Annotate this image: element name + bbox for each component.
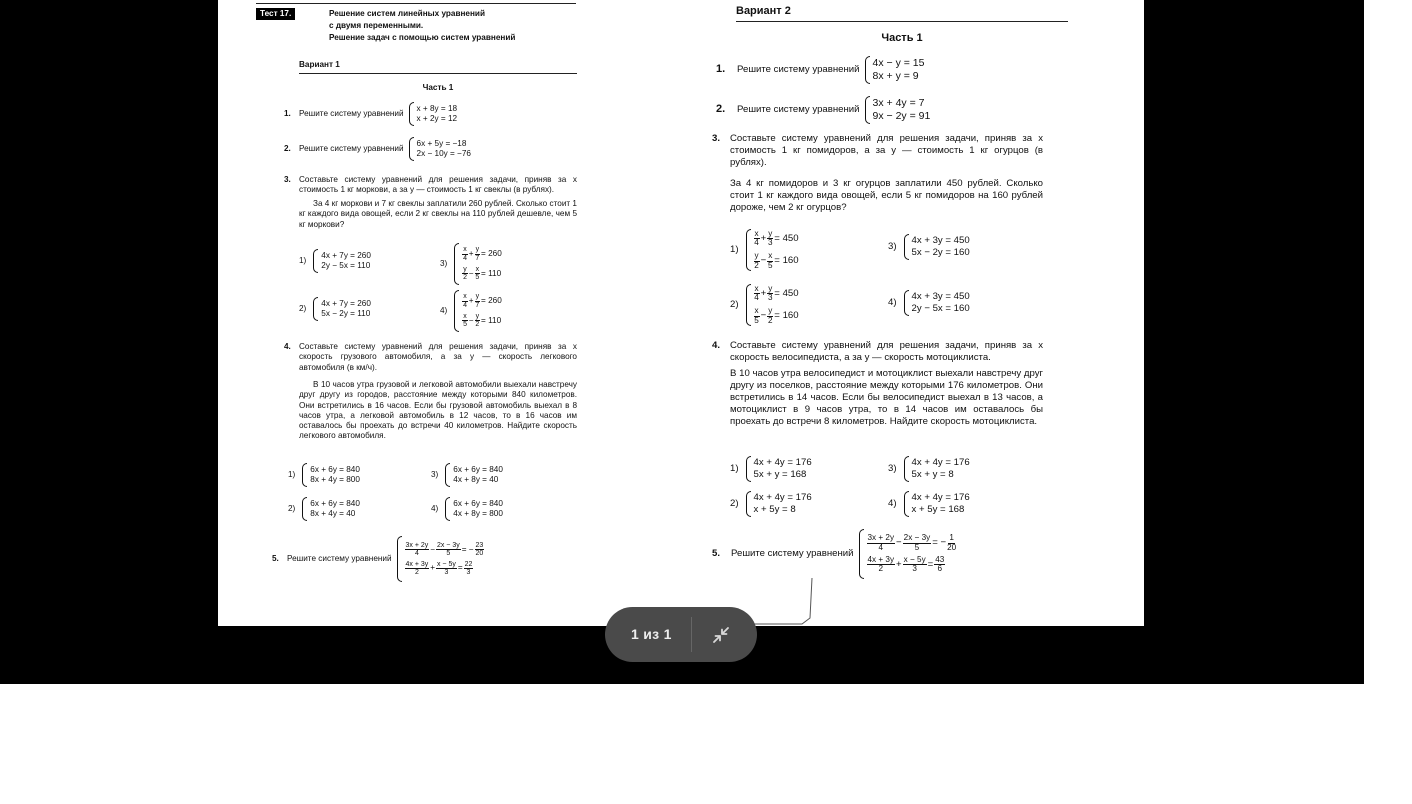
answer-option-1: 1) 4x + 7y = 260 2y − 5x = 110 [299, 249, 371, 273]
answer-option-2: 2) $\frac{x}{4}$ + $\frac{y}{3}$ = 450 $\frac{x}{5}$ − $\frac{y}{2}$ = 160 [730, 283, 799, 325]
answer-option-4: 4) 6x + 6y = 840 4x + 8y = 800 [431, 497, 503, 521]
question-4-intro: Составьте систему уравнений для решения задачи, приняв за x скорость грузового автомобиля, а за y — скорость легкового автомобиля (в км/ч). [299, 342, 577, 372]
test-title-line-3: Решение задач с помощью систем уравнений [329, 33, 516, 42]
part-heading: Часть 1 [881, 32, 923, 44]
question-number: 1. [716, 63, 726, 76]
question-1 [716, 56, 924, 84]
page-indicator: 1 из 1 [631, 626, 672, 642]
answer-option-3: 3) $\frac{x}{4}$ + $\frac{y}{7}$ = 260 $\frac{y}{2}$ − $\frac{x}{5}$ = 110 [440, 243, 502, 285]
question-2 [284, 137, 471, 161]
test-badge: Тест 17. [256, 8, 295, 20]
answer-option-2: 2) 6x + 6y = 840 8x + 4y = 40 [288, 497, 360, 521]
question-text: Решите систему уравнений [737, 104, 860, 115]
question-number: 3. [712, 133, 721, 144]
question-number: 2. [716, 103, 726, 116]
viewer-toolbar [605, 607, 757, 662]
equation-system: x + 8y = 18 x + 2y = 12 [409, 102, 458, 126]
question-text: Решите систему уравнений [737, 64, 860, 75]
answer-option-4: 4) $\frac{x}{4}$ + $\frac{y}{7}$ = 260 $\frac{x}{5}$ − $\frac{y}{2}$ = 110 [440, 290, 502, 332]
answer-option-4: 4) 4x + 4y = 176 x + 5y = 168 [888, 492, 970, 515]
answer-option-1: 1) $\frac{x}{4}$ + $\frac{y}{3}$ = 450 $\frac{y}{2}$ − $\frac{x}{5}$ = 160 [730, 228, 799, 270]
equation-system: 6x + 5y = −18 2x − 10y = −76 [409, 137, 471, 161]
question-number: 3. [284, 175, 291, 184]
question-5 [712, 529, 956, 579]
question-text: Решите систему уравнений [731, 548, 854, 559]
question-1 [284, 102, 457, 126]
equation-system: 3x + 4y = 7 9x − 2y = 91 [865, 96, 931, 124]
toolbar-separator [691, 617, 692, 652]
question-4-body: В 10 часов утра велосипедист и мотоциклист выехали навстречу друг другу из поселков, расстояние между которыми 176 километров. Они встретились в 14 часов. Если бы велосипедист выехал в 13 часов, а мотоциклист в 9 часов утра, то в 14 часов им оставалось бы проехать до встречи 8 километров. Найдите скорость мотоциклиста. [730, 368, 1043, 427]
divider [256, 3, 576, 4]
question-number: 4. [284, 342, 291, 351]
answer-option-3: 3) 4x + 4y = 176 5x + y = 8 [888, 457, 970, 480]
question-text: Решите систему уравнений [287, 553, 392, 563]
question-number: 5. [272, 553, 279, 563]
question-3-body: За 4 кг помидоров и 3 кг огурцов заплатили 450 рублей. Сколько стоит 1 кг каждого вида овощей, если 5 кг помидоров на 160 рублей дороже, чем 2 кг огурцов? [730, 178, 1043, 213]
exit-fullscreen-icon[interactable] [711, 625, 731, 645]
answer-option-1: 1) 4x + 4y = 176 5x + y = 168 [730, 457, 812, 480]
scan-edge-mark [746, 578, 816, 628]
question-4-intro: Составьте систему уравнений для решения задачи, приняв за x скорость велосипедиста, а за y — скорость мотоциклиста. [730, 340, 1043, 363]
divider [736, 21, 1068, 22]
question-5 [272, 536, 484, 582]
equation-system: 4x − y = 15 8x + y = 9 [865, 56, 925, 84]
question-text: Решите систему уравнений [299, 108, 404, 118]
question-2 [716, 96, 930, 124]
part-heading: Часть 1 [422, 83, 454, 92]
variant-heading: Вариант 1 [299, 60, 340, 69]
answer-option-2: 2) 4x + 4y = 176 x + 5y = 8 [730, 492, 812, 515]
question-number: 1. [284, 108, 291, 118]
question-text: Решите систему уравнений [299, 143, 404, 153]
variant-heading: Вариант 2 [736, 5, 791, 17]
question-number: 2. [284, 143, 291, 153]
answer-option-4: 4) 4x + 3y = 450 2y − 5x = 160 [888, 291, 970, 314]
question-3-intro: Составьте систему уравнений для решения задачи, приняв за x стоимость 1 кг помидоров, а за y — стоимость 1 кг огурцов (в рублях). [730, 133, 1043, 168]
question-number: 5. [712, 548, 721, 559]
answer-option-2: 2) 4x + 7y = 260 5x − 2y = 110 [299, 297, 371, 321]
question-3-body: За 4 кг моркови и 7 кг свеклы заплатили 260 рублей. Сколько стоит 1 кг каждого вида овощей, если 2 кг свеклы на 110 рублей дешевле, чем 5 кг моркови? [299, 199, 577, 229]
equation-system: $\frac{3x + 2y}{4}$ − $\frac{2x - 3y}{5}$ = − $\frac{1}{20}$ $\frac{4x + 3y}{2}$ + $\frac{x - 5y}{3}$ = $\frac{43}{6}$ [859, 529, 957, 579]
answer-option-3: 3) 4x + 3y = 450 5x − 2y = 160 [888, 235, 970, 258]
test-title-line-2: с двумя переменными. [329, 21, 424, 30]
question-3-intro: Составьте систему уравнений для решения задачи, приняв за x стоимость 1 кг моркови, а за y — стоимость 1 кг свеклы (в рублях). [299, 175, 577, 195]
equation-system: $\frac{3x + 2y}{4}$ − $\frac{2x - 3y}{5}$ = − $\frac{23}{20}$ $\frac{4x + 3y}{2}$ + $\frac{x - 5y}{3}$ = $\frac{22}{3}$ [397, 536, 485, 582]
document-page [218, 0, 1144, 626]
divider [299, 73, 577, 74]
answer-option-1: 1) 6x + 6y = 840 8x + 4y = 800 [288, 463, 360, 487]
question-4-body: В 10 часов утра грузовой и легковой автомобили выехали навстречу друг другу из городов, расстояние между которыми 840 километров. Они встретились в 16 часов. Если бы грузовой автомобиль выехал в 8 часов утра, а легковой автомобиль в 12 часов, то в 16 часов им оставалось бы проехать до встречи 40 километров. Найдите скорость легкового автомобиля. [299, 380, 577, 441]
test-title-line-1: Решение систем линейных уравнений [329, 9, 485, 18]
question-number: 4. [712, 340, 721, 351]
answer-option-3: 3) 6x + 6y = 840 4x + 8y = 40 [431, 463, 503, 487]
